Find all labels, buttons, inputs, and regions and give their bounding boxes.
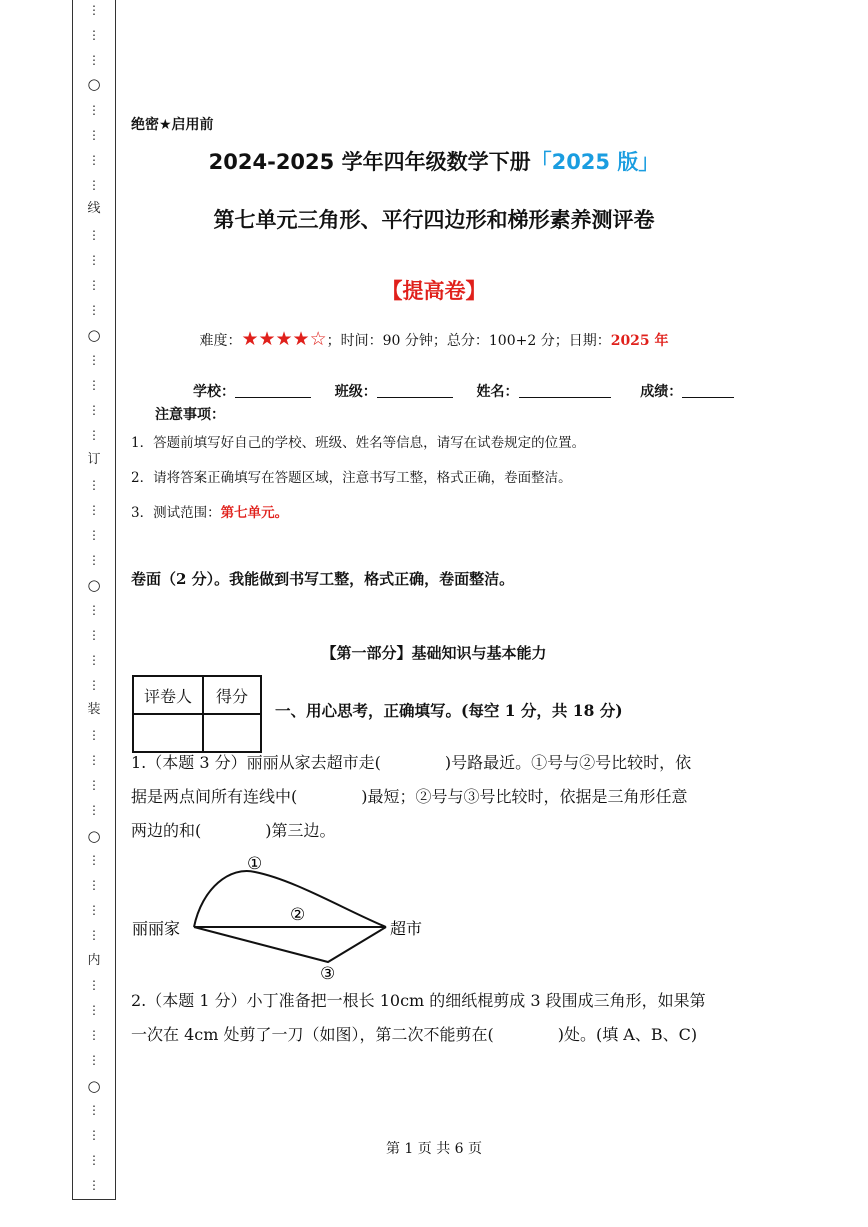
question-1-line-3: 两边的和( )第三边。 — [131, 821, 336, 840]
binding-dot-mark: ⋮ — [88, 803, 100, 817]
note-item-3-prefix: 3．测试范围： — [131, 505, 221, 521]
route-1-label: ① — [247, 854, 263, 874]
class-label: 班级： — [334, 384, 377, 400]
binding-char-mark: 装 — [87, 702, 101, 717]
question-2-line-2: 一次在 4cm 处剪了一刀（如图），第二次不能剪在( )处。(填 A、B、C) — [131, 1025, 698, 1044]
question-2 — [131, 984, 737, 1052]
binding-dot-mark: ⋮ — [88, 3, 100, 17]
neatness-statement: 卷面（2 分）。我能做到书写工整，格式正确，卷面整洁。 — [131, 570, 515, 588]
binding-circle-mark: ○ — [87, 827, 101, 845]
page-title — [131, 146, 737, 176]
score-label: 成绩： — [640, 384, 683, 400]
route-3-path — [194, 927, 386, 962]
page-footer: 第 1 页 共 6 页 — [385, 1141, 483, 1157]
binding-dot-mark: ⋮ — [88, 678, 100, 692]
difficulty-label: 难度： — [199, 333, 242, 349]
note-item-3 — [131, 501, 288, 521]
binding-dot-mark: ⋮ — [88, 778, 100, 792]
binding-dot-mark: ⋮ — [88, 528, 100, 542]
binding-dot-mark: ⋮ — [88, 978, 100, 992]
binding-dot-mark: ⋮ — [88, 228, 100, 242]
binding-dot-mark: ⋮ — [88, 278, 100, 292]
binding-dot-mark: ⋮ — [88, 303, 100, 317]
question-1-line-1: 1.（本题 3 分）丽丽从家去超市走( )号路最近。①号与②号比较时，依 — [131, 753, 692, 772]
exam-details: ；时间：90 分钟；总分：100+2 分；日期： — [326, 333, 611, 349]
title-main: 2024-2025 学年四年级数学下册 — [208, 150, 531, 174]
binding-dot-mark: ⋮ — [88, 653, 100, 667]
question-1 — [131, 746, 737, 848]
reviewer-header: 评卷人 — [133, 676, 203, 714]
route-3-label: ③ — [320, 964, 336, 984]
exam-year: 2025 年 — [610, 333, 669, 349]
market-label: 超市 — [390, 919, 423, 938]
section-1-title: 一、用心思考，正确填写。(每空 1 分，共 18 分) — [275, 701, 623, 720]
question-1-line-2: 据是两点间所有连线中( )最短；②号与③号比较时，依据是三角形任意 — [131, 787, 688, 806]
binding-dot-mark: ⋮ — [88, 878, 100, 892]
binding-dot-mark: ⋮ — [88, 753, 100, 767]
binding-dot-mark: ⋮ — [88, 928, 100, 942]
binding-dot-mark: ⋮ — [88, 903, 100, 917]
note-item-2: 2．请将答案正确填写在答题区域，注意书写工整，格式正确，卷面整洁。 — [131, 470, 572, 486]
binding-dot-mark: ⋮ — [88, 1053, 100, 1067]
binding-strip-marks — [72, 0, 116, 1200]
binding-dot-mark: ⋮ — [88, 728, 100, 742]
route-figure — [130, 848, 440, 988]
route-2-label: ② — [290, 905, 306, 925]
binding-dot-mark: ⋮ — [88, 403, 100, 417]
test-range: 第七单元。 — [220, 505, 289, 521]
school-label: 学校： — [193, 384, 235, 400]
binding-circle-mark: ○ — [87, 1077, 101, 1095]
binding-dot-mark: ⋮ — [88, 353, 100, 367]
home-label: 丽丽家 — [132, 919, 181, 938]
binding-dot-mark: ⋮ — [88, 553, 100, 567]
part-1-title: 【第一部分】基础知识与基本能力 — [321, 644, 547, 662]
school-blank[interactable] — [235, 383, 311, 398]
note-item-1: 1．答题前填写好自己的学校、班级、姓名等信息，请写在试卷规定的位置。 — [131, 435, 586, 451]
binding-char-mark: 内 — [87, 953, 101, 968]
binding-char-mark: 线 — [87, 201, 101, 216]
exam-meta — [131, 328, 737, 350]
binding-dot-mark: ⋮ — [88, 603, 100, 617]
difficulty-stars: ★★★★☆ — [241, 328, 327, 350]
notes-title: 注意事项： — [155, 407, 225, 423]
binding-dot-mark: ⋮ — [88, 253, 100, 267]
title-version: 「2025 版」 — [530, 150, 660, 174]
binding-dot-mark: ⋮ — [88, 1103, 100, 1117]
binding-dot-mark: ⋮ — [88, 1028, 100, 1042]
binding-dot-mark: ⋮ — [88, 1003, 100, 1017]
name-blank[interactable] — [519, 383, 611, 398]
secret-label: 绝密★启用前 — [131, 117, 214, 133]
binding-dot-mark: ⋮ — [88, 128, 100, 142]
score-blank[interactable] — [682, 383, 734, 398]
binding-dot-mark: ⋮ — [88, 428, 100, 442]
binding-circle-mark: ○ — [87, 326, 101, 344]
binding-dot-mark: ⋮ — [88, 178, 100, 192]
binding-circle-mark: ○ — [87, 75, 101, 93]
binding-circle-mark: ○ — [87, 576, 101, 594]
name-label: 姓名： — [476, 384, 519, 400]
binding-dot-mark: ⋮ — [88, 103, 100, 117]
binding-dot-mark: ⋮ — [88, 503, 100, 517]
binding-dot-mark: ⋮ — [88, 1153, 100, 1167]
binding-dot-mark: ⋮ — [88, 28, 100, 42]
binding-char-mark: 订 — [87, 452, 101, 467]
student-info-fields — [193, 381, 734, 401]
binding-dot-mark: ⋮ — [88, 853, 100, 867]
page-subtitle: 第七单元三角形、平行四边形和梯形素养测评卷 — [213, 208, 655, 232]
binding-dot-mark: ⋮ — [88, 153, 100, 167]
question-2-line-1: 2.（本题 1 分）小丁准备把一根长 10cm 的细纸棍剪成 3 段围成三角形，如果第 — [131, 991, 706, 1010]
level-label: 【提高卷】 — [381, 279, 487, 303]
binding-dot-mark: ⋮ — [88, 378, 100, 392]
binding-dot-mark: ⋮ — [88, 53, 100, 67]
binding-dot-mark: ⋮ — [88, 478, 100, 492]
score-table — [132, 675, 262, 753]
score-header: 得分 — [203, 676, 261, 714]
binding-dot-mark: ⋮ — [88, 1128, 100, 1142]
binding-dot-mark: ⋮ — [88, 628, 100, 642]
class-blank[interactable] — [377, 383, 453, 398]
binding-dot-mark: ⋮ — [88, 1178, 100, 1192]
